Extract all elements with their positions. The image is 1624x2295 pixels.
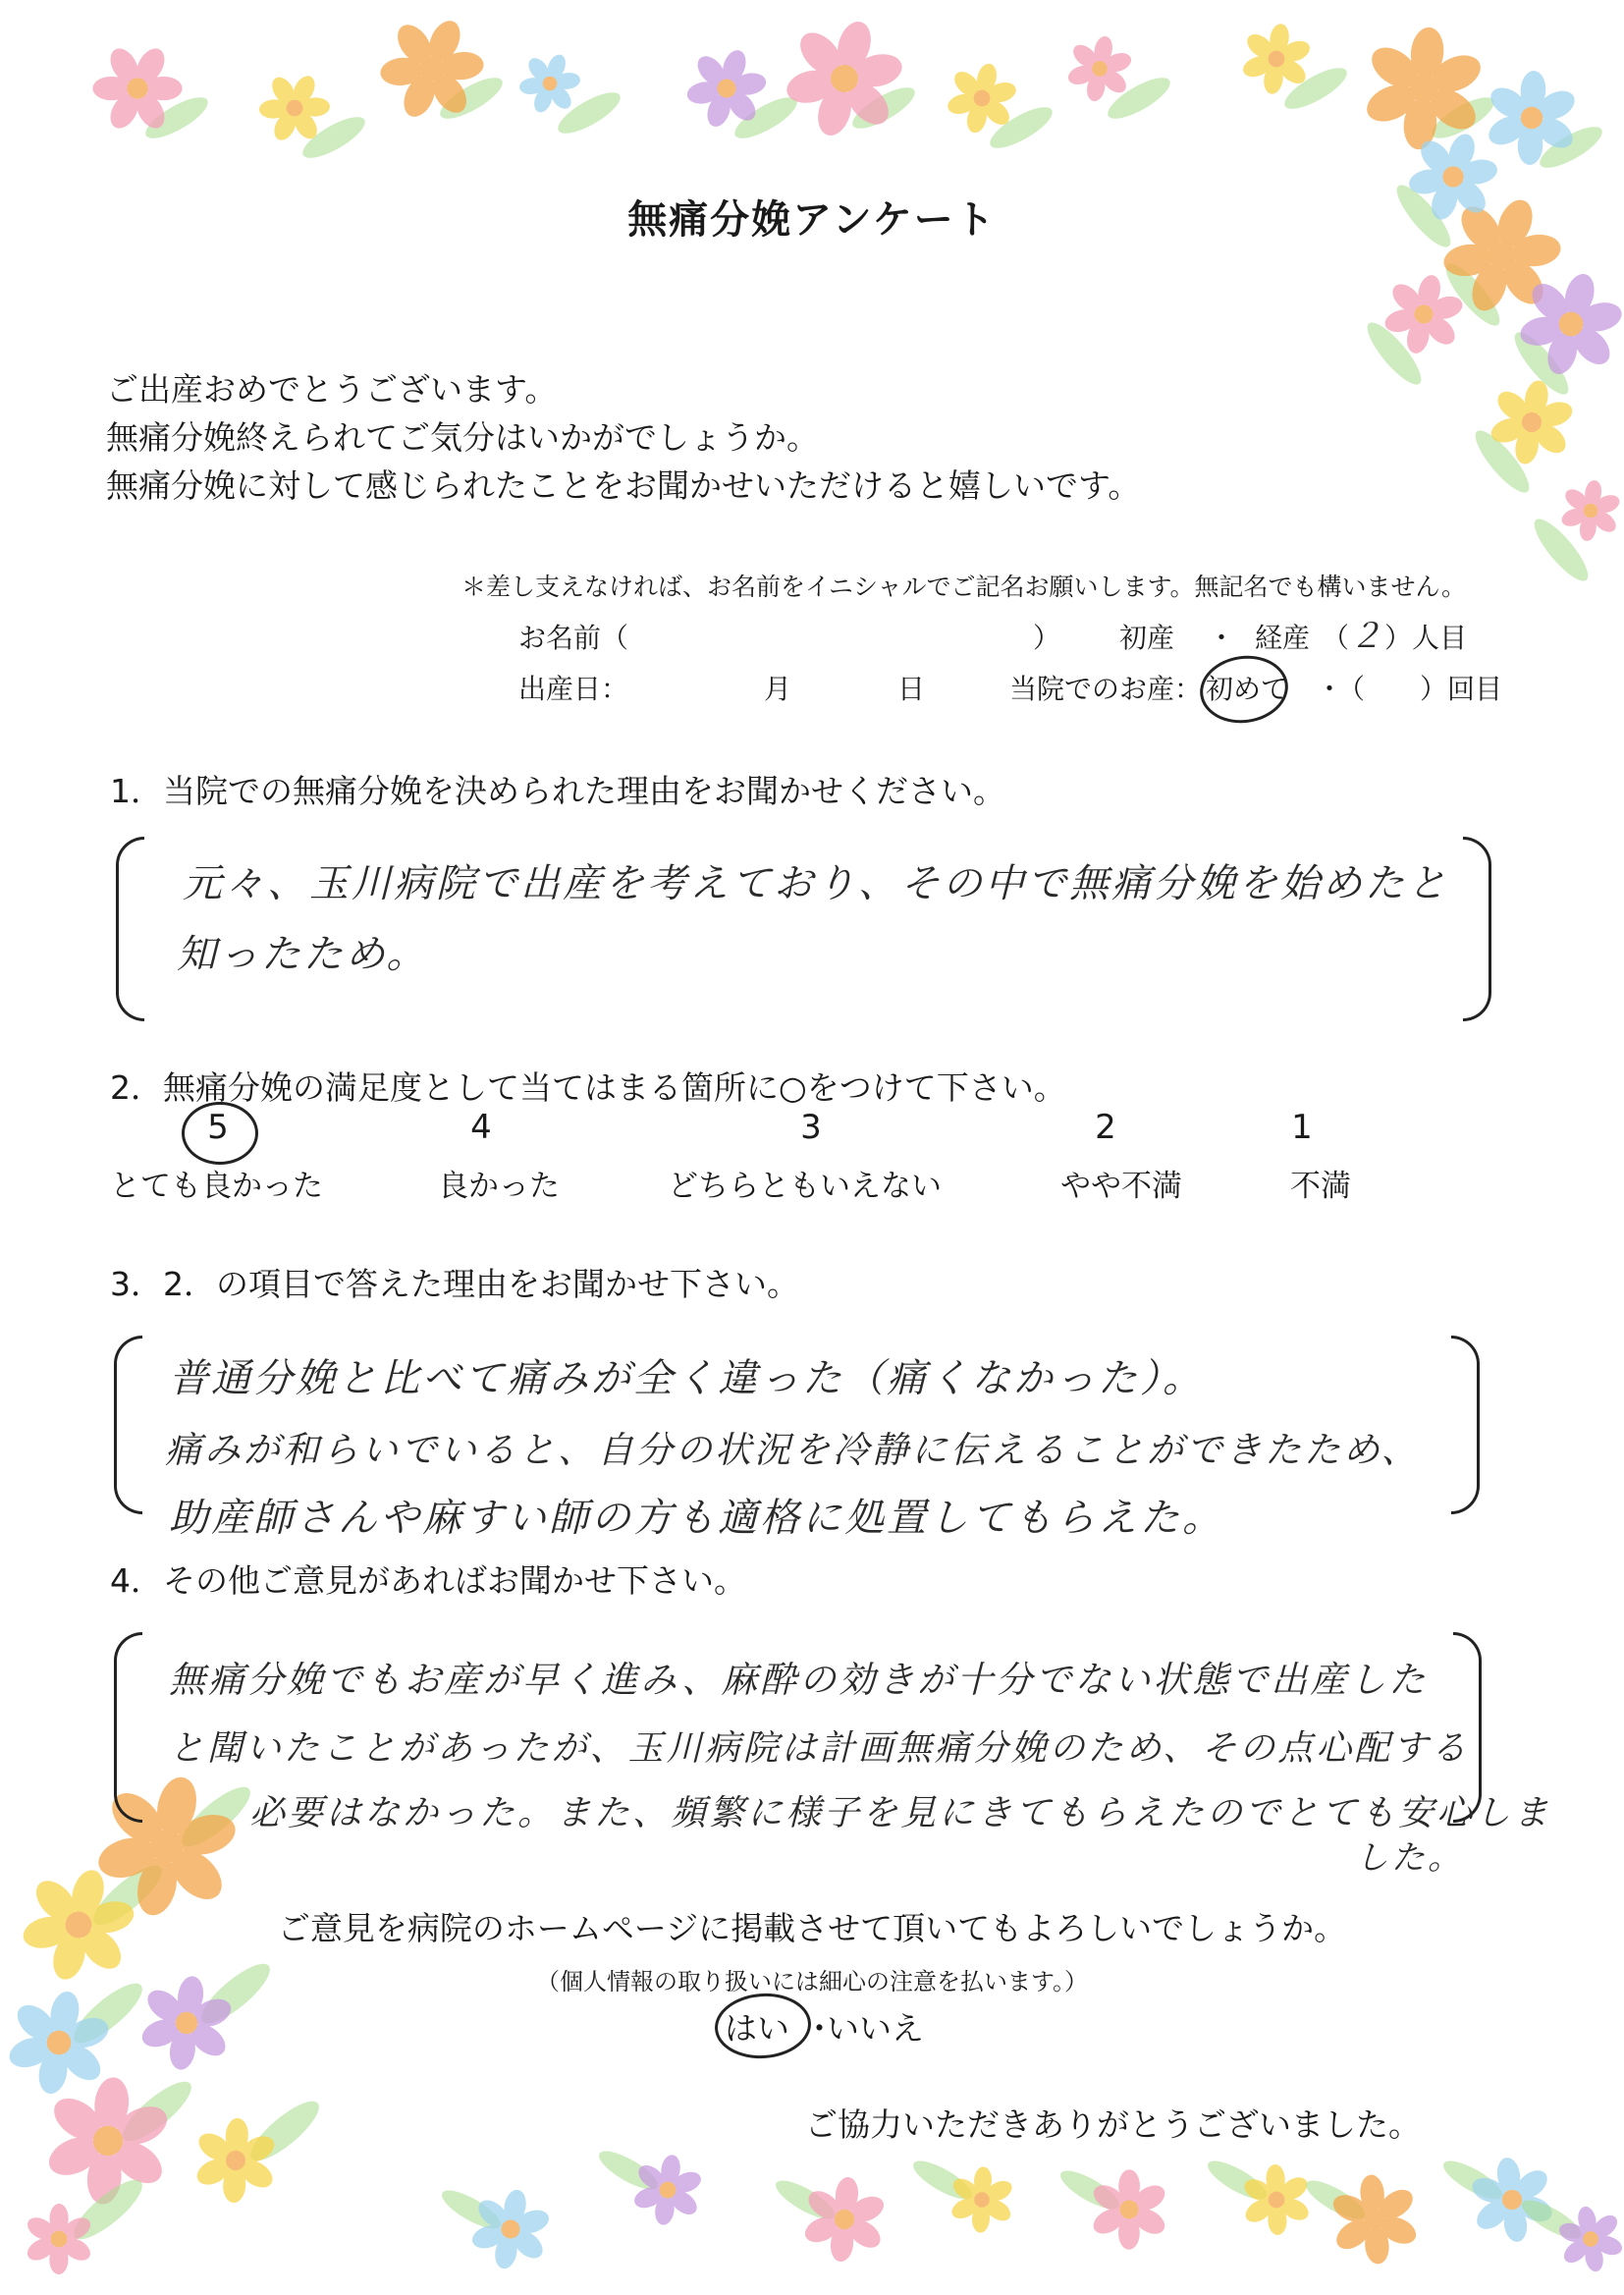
intro-text [106, 365, 1140, 510]
flower-decoration [1361, 26, 1486, 150]
question-3: 3．2．の項目で答えた理由をお聞かせ下さい。 [110, 1265, 799, 1303]
month-label: 月 [764, 673, 792, 705]
birth-date-label: 出産日： [518, 673, 629, 705]
answer-box-left-bracket [114, 1632, 142, 1823]
flower-decoration [631, 2154, 704, 2226]
thanks-message: ご協力いただきありがとうございました。 [805, 2105, 1421, 2144]
scale-label: 良かった [438, 1169, 560, 1204]
flower-decoration [518, 52, 581, 115]
intro-line: 無痛分娩終えられてご気分はいかがでしょうか。 [106, 418, 819, 457]
flower-decoration [1241, 2164, 1313, 2236]
scale-label: 不満 [1290, 1169, 1351, 1204]
flower-decoration [948, 2166, 1015, 2233]
consent-note: （個人情報の取り扱いには細心の注意を払います。） [535, 1968, 1089, 1995]
flower-decoration [43, 2076, 173, 2206]
scale-label: とても良かった [110, 1169, 323, 1204]
count-open: （ [1322, 622, 1350, 654]
rating-selection-circle [182, 1102, 258, 1165]
answer-box-left-bracket [114, 1336, 142, 1514]
answer-3-line: 助産師さんや麻すい師の方も適格に処置してもらえた。 [169, 1496, 1224, 1541]
answer-box-right-bracket [1463, 837, 1491, 1021]
flower-decoration [784, 18, 905, 139]
flower-decoration [1559, 479, 1622, 542]
name-label: お名前（ [518, 622, 629, 654]
scale-label: どちらともいえない [668, 1169, 942, 1204]
first-time-option[interactable]: 初めて [1206, 673, 1289, 705]
flower-decoration [469, 2188, 552, 2270]
answer-4-line: 必要はなかった。また、頻繁に様子を見にきてもらえたのでとても安心しま [249, 1793, 1552, 1833]
visit-times: （ ）回目 [1337, 673, 1503, 705]
consent-yes-option[interactable]: はい [725, 2009, 789, 2048]
flower-decoration [1329, 2173, 1421, 2265]
answer-3-line: 痛みが和らいでいると、自分の状況を冷静に伝えることができたため、 [165, 1429, 1421, 1471]
answer-1-line: 知ったため。 [177, 932, 429, 977]
hospital-birth-label: 当院でのお産： [1009, 673, 1203, 705]
question-4: 4．その他ご意見があればお聞かせ下さい。 [110, 1561, 746, 1600]
count-close: ）人目 [1384, 622, 1468, 654]
name-close: ） [1033, 622, 1061, 654]
answer-4-line: した。 [1355, 1838, 1464, 1878]
question-1: 1．当院での無痛分娩を決められた理由をお聞かせください。 [110, 772, 1005, 810]
answer-box-right-bracket [1451, 1336, 1480, 1514]
option-separator: ・ [1208, 622, 1236, 654]
scale-label: やや不満 [1060, 1169, 1182, 1204]
flower-decoration [24, 2204, 94, 2274]
scale-number[interactable]: 2 [1095, 1108, 1116, 1147]
answer-1-line: 元々、玉川病院で出産を考えており、その中で無痛分娩を始めたと [183, 861, 1449, 906]
flower-decoration [1556, 2205, 1624, 2272]
answer-4-line: 無痛分娩でもお産が早く進み、麻酔の効きが十分でない状態で出産した [169, 1659, 1429, 1701]
scale-number[interactable]: 1 [1291, 1108, 1313, 1147]
answer-box-left-bracket [116, 837, 144, 1021]
option-separator: ・ [803, 2009, 836, 2048]
scale-number[interactable]: 3 [800, 1108, 822, 1147]
flower-decoration [801, 2176, 888, 2263]
multiparous-option[interactable]: 経産 [1255, 622, 1311, 654]
initials-note: ＊差し支えなければ、お名前をイニシャルでご記名お願いします。無記名でも構いません。 [461, 573, 1467, 601]
question-2: 2．無痛分娩の満足度として当てはまる箇所に○をつけて下さい。 [110, 1068, 1066, 1107]
day-label: 日 [897, 673, 926, 705]
page-title: 無痛分娩アンケート [627, 197, 997, 243]
flower-decoration [1089, 2169, 1169, 2250]
answer-4-line: と聞いたことがあったが、玉川病院は計画無痛分娩のため、その点心配する [169, 1728, 1470, 1769]
option-separator: ・ [1316, 673, 1344, 705]
scale-number[interactable]: 5 [207, 1108, 229, 1147]
answer-3-line: 普通分娩と比べて痛みが全く違った（痛くなかった）。 [169, 1356, 1205, 1401]
first-birth-option[interactable]: 初産 [1119, 622, 1175, 654]
child-count-value[interactable]: ２ [1349, 617, 1385, 656]
flower-decoration [1469, 2157, 1556, 2244]
intro-line: 無痛分娩に対して感じられたことをお聞かせいただけると嬉しいです。 [106, 466, 1141, 505]
intro-line: ご出産おめでとうございます。 [106, 370, 558, 409]
scale-number[interactable]: 4 [470, 1108, 492, 1147]
consent-question: ご意見を病院のホームページに掲載させて頂いてもよろしいでしょうか。 [277, 1909, 1347, 1947]
consent-no-option[interactable]: いいえ [827, 2009, 924, 2048]
flower-decoration [1065, 34, 1133, 102]
